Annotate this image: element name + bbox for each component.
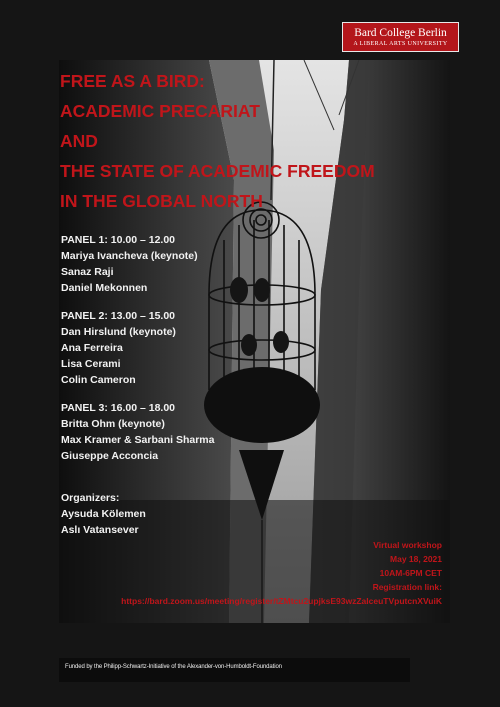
speaker: Ana Ferreira <box>61 342 123 354</box>
funding-footer <box>59 658 410 682</box>
bard-college-berlin-logo <box>342 22 459 52</box>
registration-link[interactable]: https://bard.zoom.us/meeting/register/tZMtcu2upjksE93wzZaIceuTVputcnXVuiK <box>121 596 442 606</box>
logo-tagline: A LIBERAL ARTS UNIVERSITY <box>353 41 448 47</box>
panel-heading: PANEL 1: 10.00 – 12.00 <box>61 234 176 246</box>
event-type: Virtual workshop <box>373 540 442 550</box>
event-time: 10AM-6PM CET <box>379 568 442 578</box>
speaker: Dan Hirslund (keynote) <box>61 326 176 338</box>
organizer-name: Aysuda Kölemen <box>61 508 146 520</box>
event-date: May 18, 2021 <box>390 554 442 564</box>
title-line: AND <box>60 131 98 151</box>
panel-heading: PANEL 3: 16.00 – 18.00 <box>61 402 176 414</box>
speaker: Lisa Cerami <box>61 358 121 370</box>
title-line: FREE AS A BIRD: <box>60 71 205 91</box>
speaker: Britta Ohm (keynote) <box>61 418 165 430</box>
organizers <box>61 490 146 538</box>
speaker: Mariya Ivancheva (keynote) <box>61 250 198 262</box>
panel-2 <box>61 308 176 388</box>
organizers-heading: Organizers: <box>61 492 120 504</box>
workshop-title <box>60 66 375 216</box>
title-line: ACADEMIC PRECARIAT <box>60 101 260 121</box>
organizer-name: Aslı Vatansever <box>61 524 139 536</box>
funding-text: Funded by the Philipp-Schwartz-Initiative of the Alexander-von-Humboldt-Foundation <box>65 664 282 670</box>
panel-heading: PANEL 2: 13.00 – 15.00 <box>61 310 176 322</box>
logo-name: Bard College Berlin <box>354 27 447 39</box>
title-line: THE STATE OF ACADEMIC FREEDOM <box>60 161 375 181</box>
speaker: Max Kramer & Sarbani Sharma <box>61 434 215 446</box>
speaker: Sanaz Raji <box>61 266 114 278</box>
speaker: Giuseppe Acconcia <box>61 450 159 462</box>
speaker: Colin Cameron <box>61 374 136 386</box>
speaker: Daniel Mekonnen <box>61 282 148 294</box>
poster <box>59 60 450 623</box>
registration-label: Registration link: <box>372 582 442 592</box>
panel-3 <box>61 400 214 464</box>
title-line: IN THE GLOBAL NORTH <box>60 191 263 211</box>
event-info <box>121 538 442 608</box>
panel-1 <box>61 232 198 296</box>
